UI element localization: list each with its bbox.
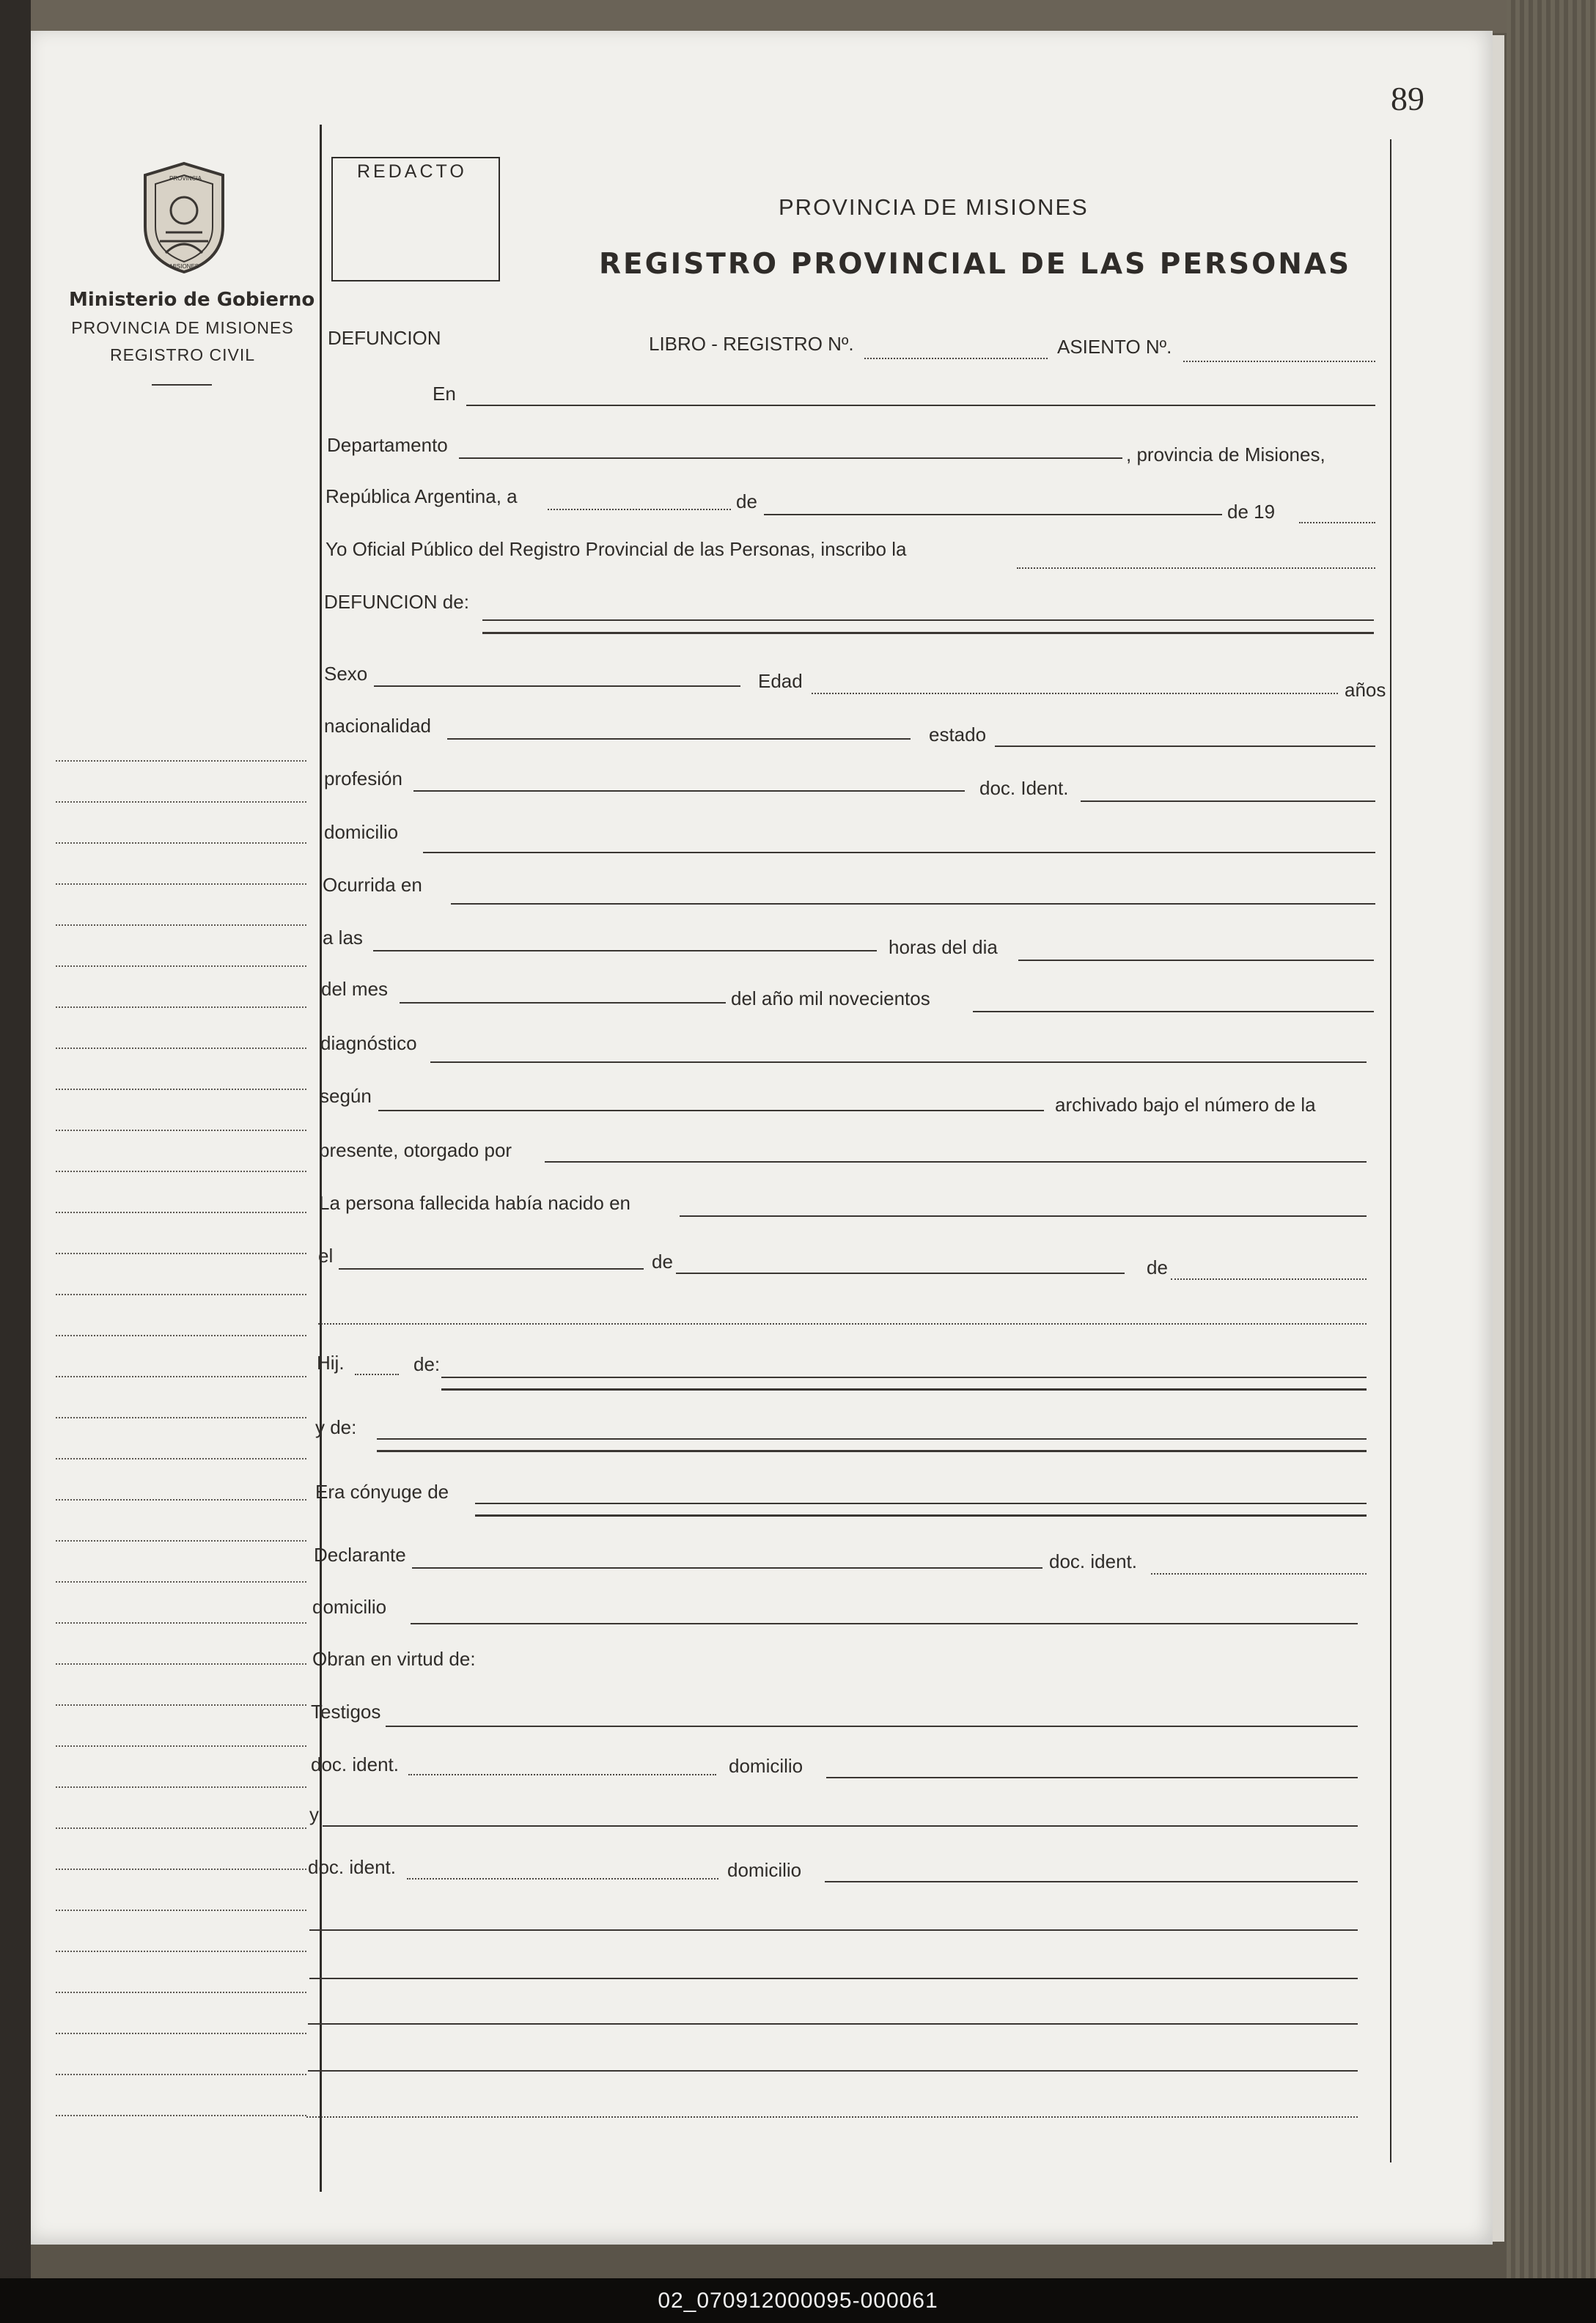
field-domicilio <box>423 852 1375 853</box>
book-binding-cloth <box>1507 0 1596 2278</box>
field-domicilio-4 <box>825 1881 1358 1882</box>
label-el: el <box>318 1245 334 1267</box>
label-republica: República Argentina, a <box>326 485 518 507</box>
field-hij <box>355 1374 399 1375</box>
field-era-conyuge <box>475 1503 1367 1504</box>
label-nacionalidad: nacionalidad <box>324 715 432 737</box>
label-hij-de: de: <box>413 1353 441 1375</box>
label-horas-dia: horas del dia <box>889 936 998 958</box>
label-edad: Edad <box>758 670 803 692</box>
field-y-de <box>377 1438 1367 1440</box>
label-de-3: de <box>1147 1256 1168 1278</box>
label-de-19: de 19 <box>1227 501 1276 523</box>
label-declarante: Declarante <box>314 1544 406 1566</box>
blank-line <box>309 1929 1358 1931</box>
field-mes <box>764 514 1222 515</box>
field-doc-ident <box>1081 800 1375 802</box>
crest-text-bottom: MISIONES <box>170 263 199 270</box>
field-nacionalidad <box>447 738 911 740</box>
label-en: En <box>433 383 456 405</box>
field-edad <box>812 693 1338 694</box>
blank-line <box>308 2023 1358 2025</box>
field-del-mes <box>400 1002 726 1004</box>
label-testigos: Testigos <box>311 1701 381 1723</box>
ministry-divider <box>152 384 212 386</box>
field-y-de-2 <box>377 1450 1367 1452</box>
field-presente <box>545 1161 1367 1163</box>
label-defuncion: DEFUNCION <box>328 327 441 349</box>
label-archivado: archivado bajo el número de la <box>1055 1094 1316 1116</box>
ministry-name: Ministerio de Gobierno <box>69 289 315 311</box>
register-page <box>31 31 1493 2245</box>
label-y: y <box>309 1803 319 1825</box>
field-sexo <box>374 685 740 687</box>
field-ano <box>1299 522 1375 523</box>
field-dia <box>548 509 731 510</box>
label-de: de <box>736 490 757 512</box>
field-hij-de <box>441 1377 1367 1378</box>
field-asiento <box>1183 361 1375 362</box>
field-doc-ident-4 <box>407 1878 718 1880</box>
label-hij: Hij. <box>317 1352 345 1374</box>
label-provincia-misiones: , provincia de Misiones, <box>1126 443 1325 465</box>
field-doc-ident-2 <box>1151 1573 1367 1575</box>
label-del-ano: del año mil novecientos <box>731 987 930 1009</box>
field-estado <box>995 746 1375 747</box>
label-diagnostico: diagnóstico <box>320 1032 417 1054</box>
label-la-persona: La persona fallecida había nacido en <box>319 1192 630 1214</box>
field-domicilio-2 <box>411 1623 1358 1624</box>
label-domicilio-4: domicilio <box>727 1859 802 1881</box>
redacto-label: REDACTO <box>357 161 467 182</box>
label-doc-ident-3: doc. ident. <box>311 1753 399 1775</box>
label-segun: según <box>320 1085 372 1107</box>
field-en <box>466 405 1375 406</box>
field-declarante <box>412 1567 1042 1569</box>
field-blank-line <box>318 1323 1367 1325</box>
field-horas-dia <box>1018 960 1374 961</box>
label-obran: Obran en virtud de: <box>312 1648 476 1670</box>
label-doc-ident: doc. Ident. <box>979 777 1069 799</box>
blank-line <box>308 2070 1358 2072</box>
label-a-las: a las <box>323 927 363 949</box>
field-y <box>323 1825 1358 1827</box>
crest-text-top: PROVINCIA <box>169 175 202 182</box>
ministry-province: PROVINCIA DE MISIONES <box>71 318 294 337</box>
blank-line <box>309 1978 1358 1979</box>
field-de-3 <box>1171 1278 1367 1280</box>
ministry-registry: REGISTRO CIVIL <box>109 345 256 364</box>
blank-line <box>306 2116 1358 2118</box>
field-de-2 <box>676 1273 1125 1274</box>
field-testigos <box>386 1726 1358 1727</box>
field-libro <box>864 358 1048 359</box>
label-de-2: de <box>652 1251 673 1273</box>
label-era-conyuge: Era cónyuge de <box>315 1481 449 1503</box>
label-domicilio-2: domicilio <box>312 1596 387 1618</box>
field-doc-ident-3 <box>408 1774 716 1775</box>
label-sexo: Sexo <box>324 663 368 685</box>
field-departamento <box>459 457 1122 459</box>
label-asiento: ASIENTO Nº. <box>1057 336 1172 358</box>
field-ocurrida <box>451 903 1375 905</box>
field-inscribo <box>1017 567 1375 569</box>
label-domicilio: domicilio <box>324 821 399 843</box>
label-ocurrida: Ocurrida en <box>323 874 422 896</box>
label-presente: presente, otorgado por <box>319 1139 512 1161</box>
image-caption: 02_070912000095-000061 <box>658 2289 938 2313</box>
field-diagnostico <box>430 1061 1367 1063</box>
label-profesion: profesión <box>324 767 402 789</box>
coat-of-arms-icon <box>136 159 232 276</box>
field-hij-de-2 <box>441 1388 1367 1391</box>
label-anos: años <box>1345 679 1386 701</box>
field-nacido-en <box>680 1215 1367 1217</box>
field-del-ano <box>973 1011 1374 1012</box>
field-profesion <box>413 790 965 792</box>
label-doc-ident-2: doc. ident. <box>1049 1550 1137 1572</box>
field-era-conyuge-2 <box>475 1514 1367 1517</box>
label-doc-ident-4: doc. ident. <box>308 1856 396 1878</box>
header-registry: REGISTRO PROVINCIAL DE LAS PERSONAS <box>599 248 1352 281</box>
field-defuncion-de-2 <box>482 632 1374 634</box>
field-el <box>339 1268 644 1270</box>
label-y-de: y de: <box>315 1416 357 1438</box>
field-defuncion-de <box>482 619 1374 621</box>
label-libro: LIBRO - REGISTRO Nº. <box>649 333 854 355</box>
label-estado: estado <box>929 724 987 746</box>
field-a-las <box>373 950 877 951</box>
page-number: 89 <box>1391 80 1424 117</box>
book-binding-top <box>22 0 1540 33</box>
label-yo-oficial: Yo Oficial Público del Registro Provincial de las Personas, inscribo la <box>326 538 907 560</box>
book-spine <box>0 0 31 2278</box>
header-province: PROVINCIA DE MISIONES <box>779 194 1089 220</box>
label-defuncion-de: DEFUNCION de: <box>324 591 469 613</box>
label-domicilio-3: domicilio <box>729 1755 803 1777</box>
field-segun <box>378 1110 1044 1111</box>
right-margin-rule <box>1390 139 1391 2162</box>
field-domicilio-3 <box>826 1777 1358 1778</box>
label-del-mes: del mes <box>321 978 389 1000</box>
label-departamento: Departamento <box>327 434 448 456</box>
